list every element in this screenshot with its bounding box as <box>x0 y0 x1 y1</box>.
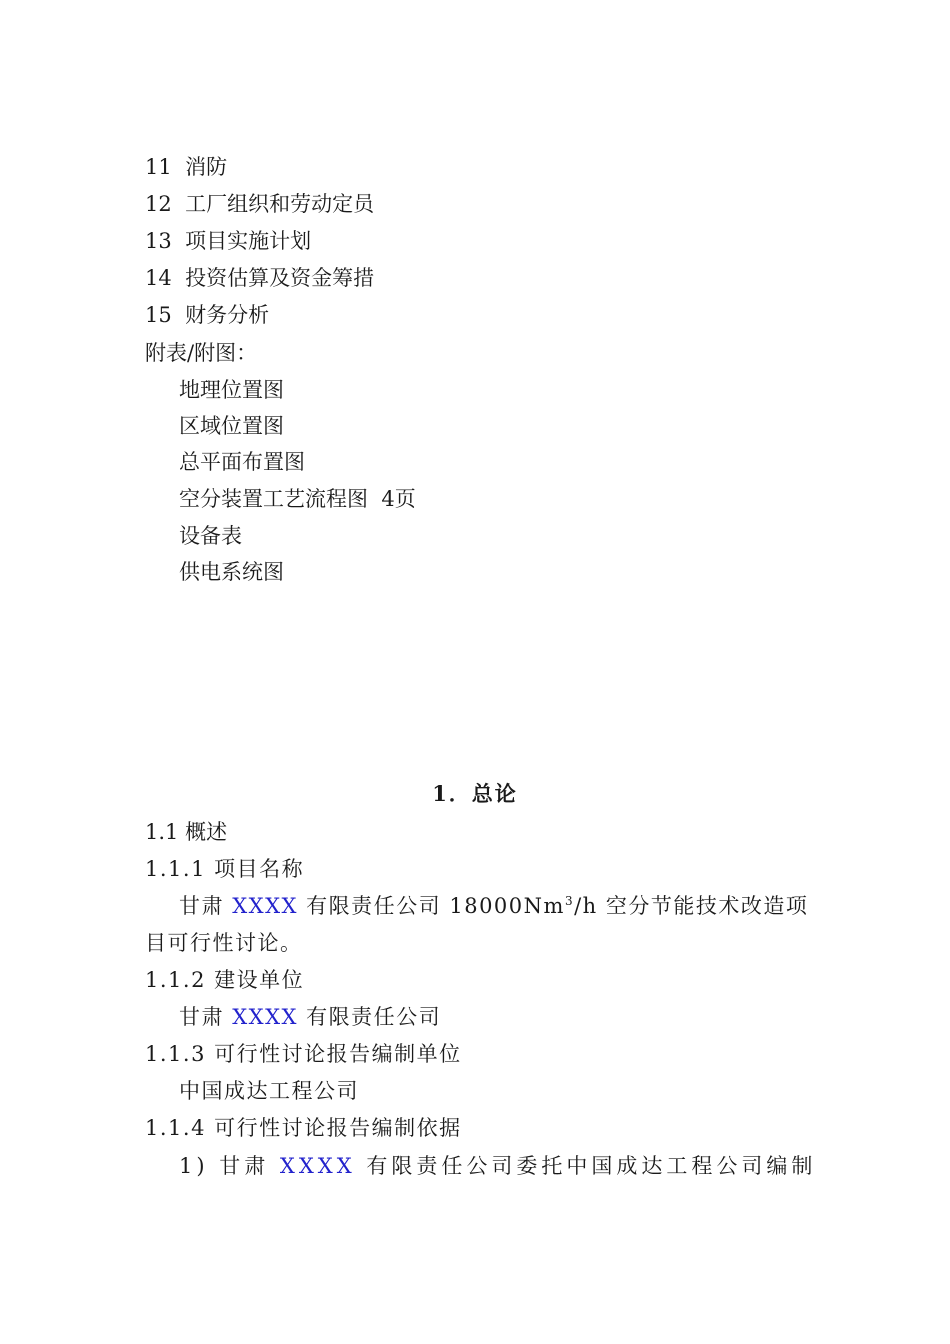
toc-item-number: 13 <box>145 229 172 253</box>
appendix-item: 总平面布置图 <box>179 450 305 474</box>
builder-name <box>179 1003 441 1031</box>
toc-item-number: 14 <box>145 266 172 290</box>
section-heading: 1.1.3 可行性讨论报告编制单位 <box>145 1042 462 1066</box>
appendix-title: 附表/附图： <box>145 341 258 365</box>
toc-item-title: 财务分析 <box>185 303 270 327</box>
toc-item-number: 12 <box>145 192 172 216</box>
redacted-name: XXXX <box>279 1154 356 1178</box>
redacted-name: XXXX <box>232 894 298 918</box>
toc-item-11 <box>145 153 227 181</box>
text: 有限责任公司 <box>298 1005 442 1029</box>
toc-item-15 <box>145 301 269 329</box>
text: 有限责任公司 18000Nm <box>298 894 565 918</box>
text: 1) 甘肃 <box>179 1154 280 1178</box>
text: 甘肃 <box>179 894 233 918</box>
toc-item-title: 消防 <box>185 155 228 179</box>
appendix-item: 地理位置图 <box>179 378 284 402</box>
section-heading: 1.1.1 项目名称 <box>145 857 305 881</box>
toc-item-title: 投资估算及资金筹措 <box>185 266 375 290</box>
toc-item-13 <box>145 227 311 255</box>
toc-item-number: 15 <box>145 303 172 327</box>
toc-item-12 <box>145 190 374 218</box>
appendix-item: 区域位置图 <box>179 414 284 438</box>
appendix-item: 设备表 <box>179 524 242 548</box>
toc-item-title: 项目实施计划 <box>185 229 312 253</box>
appendix-item: 空分装置工艺流程图 4页 <box>179 487 416 511</box>
toc-item-number: 11 <box>145 155 172 179</box>
text: 甘肃 <box>179 1005 233 1029</box>
basis-item-1 <box>179 1152 816 1180</box>
project-name-line1 <box>179 892 808 920</box>
chapter-title <box>0 780 950 808</box>
project-name-line2: 目可行性讨论。 <box>145 931 303 955</box>
section-heading: 1.1.2 建设单位 <box>145 968 305 992</box>
toc-item-title: 工厂组织和劳动定员 <box>185 192 375 216</box>
section-heading: 1.1.4 可行性讨论报告编制依据 <box>145 1116 462 1140</box>
compiler-name: 中国成达工程公司 <box>179 1079 359 1103</box>
text: /h 空分节能技术改造项 <box>574 894 809 918</box>
section-heading: 1.1 概述 <box>145 820 228 844</box>
text: 有限责任公司委托中国成达工程公司编制 <box>355 1154 817 1178</box>
toc-item-14 <box>145 264 374 292</box>
chapter-title-text: 1．总论 <box>432 781 518 806</box>
appendix-item: 供电系统图 <box>179 560 284 584</box>
superscript: 3 <box>564 894 575 908</box>
redacted-name: XXXX <box>232 1005 298 1029</box>
